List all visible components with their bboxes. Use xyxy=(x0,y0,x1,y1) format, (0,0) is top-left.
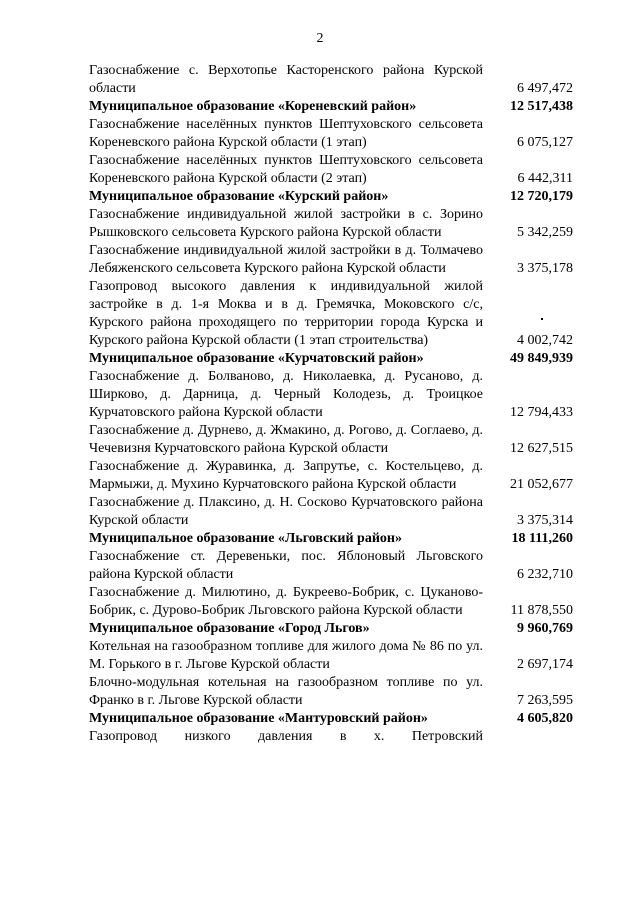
list-item xyxy=(89,638,573,674)
list-item xyxy=(89,548,573,584)
item-amount: 12 627,515 xyxy=(510,441,573,456)
item-description: Блочно-модульная котельная на газообразном топливе по ул. Франко в г. Льгове Курской области xyxy=(89,675,483,708)
item-description: Газоснабжение индивидуальной жилой застройки в с. Зорино Рышковского сельсовета Курского района Курской области xyxy=(89,207,483,240)
municipality-total: 9 960,769 xyxy=(517,621,573,636)
item-amount: 12 794,433 xyxy=(510,405,573,420)
item-amount: 11 878,550 xyxy=(510,603,573,618)
municipality-heading xyxy=(89,350,573,368)
municipality-name: Муниципальное образование «Курский район» xyxy=(89,189,389,204)
municipality-heading xyxy=(89,710,573,728)
municipality-total: 4 605,820 xyxy=(517,711,573,726)
page-number: 2 xyxy=(316,31,324,46)
item-amount: 6 442,311 xyxy=(517,171,573,186)
item-amount: 3 375,178 xyxy=(517,261,573,276)
municipality-heading xyxy=(89,98,573,116)
list-item xyxy=(89,278,573,350)
item-amount: 6 075,127 xyxy=(517,135,573,150)
municipality-name: Муниципальное образование «Мантуровский район» xyxy=(89,711,428,726)
list-item xyxy=(89,242,573,278)
municipality-total: 12 517,438 xyxy=(510,99,573,114)
municipality-total: 18 111,260 xyxy=(511,531,573,546)
item-description: Газоснабжение населённых пунктов Шептуховского сельсовета Кореневского района Курской области (1 этап) xyxy=(89,117,483,150)
item-amount: 2 697,174 xyxy=(517,657,573,672)
municipality-name: Муниципальное образование «Курчатовский район» xyxy=(89,351,424,366)
item-amount: 21 052,677 xyxy=(510,477,573,492)
item-description: Газопровод высокого давления к индивидуальной жилой застройке в д. 1-я Моква и в д. Гремячка, Моковского с/с, Курского района проходящего по территории города Курска и Курского района Курской области (1 этап строительства) xyxy=(89,279,483,348)
item-description: Газоснабжение с. Верхотопье Касторенского района Курской области xyxy=(89,63,483,96)
municipality-total: 49 849,939 xyxy=(510,351,573,366)
funding-list xyxy=(89,62,573,746)
list-item xyxy=(89,584,573,620)
list-item xyxy=(89,62,573,98)
item-description: Котельная на газообразном топливе для жилого дома № 86 по ул. М. Горького в г. Льгове Курской области xyxy=(89,639,483,672)
municipality-name: Муниципальное образование «Кореневский район» xyxy=(89,99,417,114)
municipality-heading xyxy=(89,188,573,206)
stray-dot-mark xyxy=(541,318,543,320)
municipality-heading xyxy=(89,530,573,548)
item-amount: 5 342,259 xyxy=(517,225,573,240)
list-item xyxy=(89,116,573,152)
item-description: Газоснабжение д. Журавинка, д. Запрутье, с. Костельцево, д. Мармыжи, д. Мухино Курчатовского района Курской области xyxy=(89,459,483,492)
list-item xyxy=(89,206,573,242)
item-amount: 4 002,742 xyxy=(517,333,573,348)
list-item xyxy=(89,152,573,188)
item-description: Газоснабжение д. Милютино, д. Букреево-Бобрик, с. Цуканово-Бобрик, с. Дурово-Бобрик Льговского района Курской области xyxy=(89,585,483,618)
item-amount: 6 232,710 xyxy=(517,567,573,582)
item-amount: 6 497,472 xyxy=(517,81,573,96)
list-item xyxy=(89,422,573,458)
item-description: Газопровод низкого давления в х. Петровский xyxy=(89,729,483,744)
municipality-name: Муниципальное образование «Льговский район» xyxy=(89,531,402,546)
item-amount: 3 375,314 xyxy=(517,513,573,528)
list-item xyxy=(89,674,573,710)
item-description: Газоснабжение ст. Деревеньки, пос. Яблоновый Льговского района Курской области xyxy=(89,549,483,582)
item-description: Газоснабжение д. Болваново, д. Николаевка, д. Русаново, д. Ширково, д. Дарница, д. Черный Колодезь, д. Троицкое Курчатовского района Курской области xyxy=(89,369,483,420)
list-item xyxy=(89,494,573,530)
list-item xyxy=(89,728,573,746)
list-item xyxy=(89,368,573,422)
item-description: Газоснабжение д. Дурнево, д. Жмакино, д. Рогово, д. Соглаево, д. Чечевизня Курчатовского района Курской области xyxy=(89,423,483,456)
municipality-name: Муниципальное образование «Город Льгов» xyxy=(89,621,370,636)
item-amount: 7 263,595 xyxy=(517,693,573,708)
list-item xyxy=(89,458,573,494)
municipality-heading xyxy=(89,620,573,638)
item-description: Газоснабжение д. Плаксино, д. Н. Сосково Курчатовского района Курской области xyxy=(89,495,483,528)
item-description: Газоснабжение населённых пунктов Шептуховского сельсовета Кореневского района Курской области (2 этап) xyxy=(89,153,483,186)
item-description: Газоснабжение индивидуальной жилой застройки в д. Толмачево Лебяженского сельсовета Курского района Курской области xyxy=(89,243,483,276)
municipality-total: 12 720,179 xyxy=(510,189,573,204)
